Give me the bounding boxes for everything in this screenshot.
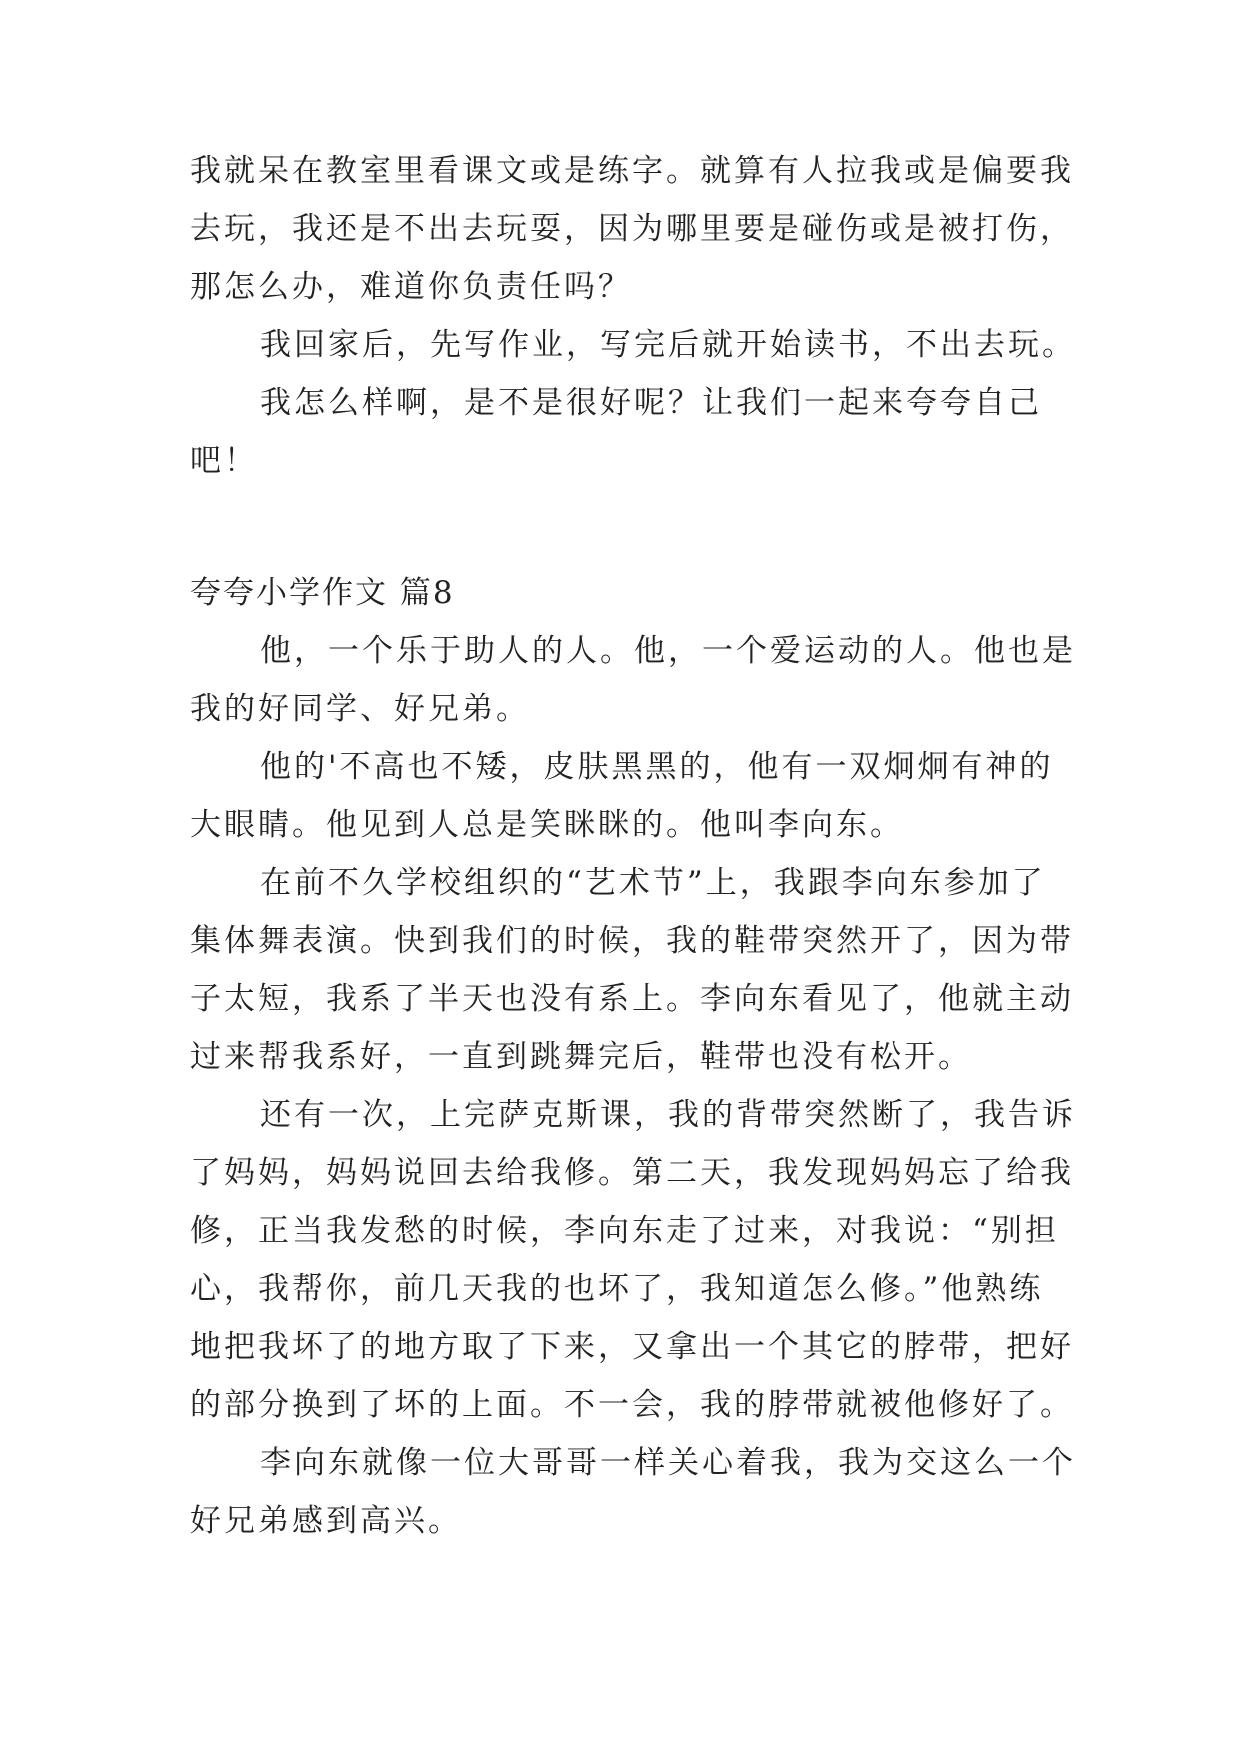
text-line: 我的好同学、好兄弟。 (190, 691, 530, 727)
section-heading: 夸夸小学作文 篇8 (190, 575, 455, 611)
text-line: 去玩，我还是不出去玩耍，因为哪里要是碰伤或是被打伤， (190, 211, 1074, 247)
text-line: 我就呆在教室里看课文或是练字。就算有人拉我或是偏要我 (190, 153, 1074, 189)
text-line: 过来帮我系好，一直到跳舞完后，鞋带也没有松开。 (190, 1039, 972, 1075)
text-line: 了妈妈，妈妈说回去给我修。第二天，我发现妈妈忘了给我 (190, 1155, 1074, 1191)
text-line: 集体舞表演。快到我们的时候，我的鞋带突然开了，因为带 (190, 923, 1074, 959)
paragraph-first-line: 他的'不高也不矮，皮肤黑黑的，他有一双炯炯有神的 (260, 749, 1054, 785)
text-line: 子太短，我系了半天也没有系上。李向东看见了，他就主动 (190, 981, 1074, 1017)
text-line: 好兄弟感到高兴。 (190, 1503, 462, 1539)
paragraph-first-line: 还有一次，上完萨克斯课，我的背带突然断了，我告诉 (260, 1097, 1076, 1133)
text-line: 吧！ (190, 443, 258, 479)
paragraph-first-line: 他，一个乐于助人的人。他，一个爱运动的人。他也是 (260, 633, 1076, 669)
paragraph-first-line: 李向东就像一位大哥哥一样关心着我，我为交这么一个 (260, 1445, 1076, 1481)
text-line: 地把我坏了的地方取了下来，又拿出一个其它的脖带，把好 (190, 1329, 1074, 1365)
text-line: 的部分换到了坏的上面。不一会，我的脖带就被他修好了。 (190, 1387, 1074, 1423)
paragraph-first-line: 我回家后，先写作业，写完后就开始读书，不出去玩。 (260, 327, 1076, 363)
paragraph-first-line: 我怎么样啊，是不是很好呢？让我们一起来夸夸自己 (260, 385, 1042, 421)
paragraph-first-line: 在前不久学校组织的“艺术节”上，我跟李向东参加了 (260, 865, 1046, 901)
text-line: 修，正当我发愁的时候，李向东走了过来，对我说：“别担 (190, 1213, 1059, 1249)
text-line: 心，我帮你，前几天我的也坏了，我知道怎么修。”他熟练 (190, 1271, 1044, 1307)
text-line: 大眼睛。他见到人总是笑眯眯的。他叫李向东。 (190, 807, 904, 843)
text-line: 那怎么办，难道你负责任吗？ (190, 269, 632, 305)
